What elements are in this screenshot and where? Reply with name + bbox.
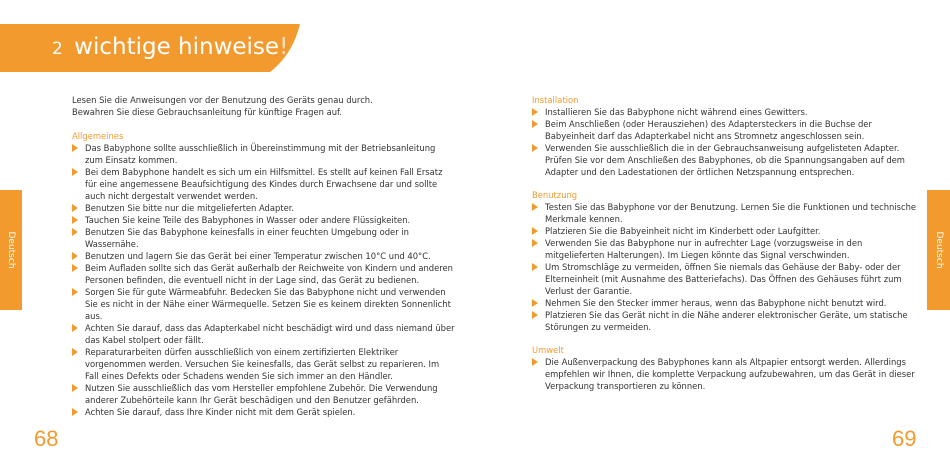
list-item-text: empfehlen wir Ihnen, die komplette Verpackung aufzubewahren, um das Gerät in dieser (545, 369, 915, 379)
section-heading: Installation (532, 95, 579, 105)
page-number-left: 68 (34, 426, 59, 451)
bullet-list (532, 356, 915, 392)
list-item-text: Benutzen Sie bitte nur die mitgelieferten Adapter. (85, 203, 295, 213)
chapter-title-exclamation: ! (279, 34, 289, 60)
list-item-text: Um Stromschläge zu vermeiden, öffnen Sie niemals das Gehäuse der Baby- oder der (545, 262, 901, 272)
list-item-text: Verlust der Garantie. (545, 286, 633, 296)
list-item (532, 201, 917, 225)
list-item-text: Beim Anschließen (oder Herausziehen) des Adaptersteckers in die Buchse der (545, 119, 872, 129)
list-item-text: Achten Sie darauf, dass Ihre Kinder nicht mit dem Gerät spielen. (85, 407, 356, 417)
list-item (532, 309, 908, 333)
triangle-bullet-icon (72, 252, 78, 260)
right-page-content (532, 94, 917, 403)
triangle-bullet-icon (532, 227, 538, 235)
triangle-bullet-icon (72, 228, 78, 236)
list-item (72, 286, 451, 322)
list-item-text: Installieren Sie das Babyphone nicht während eines Gewitters. (545, 107, 808, 117)
list-item (72, 262, 453, 286)
list-item-text: Elterneinheit (mit Ausnahme des Batteriefachs). Das Öffnen des Gehäuses führt zum (545, 274, 902, 284)
list-item-text: Benutzen und lagern Sie das Gerät bei einer Temperatur zwischen 10°C und 40°C. (85, 251, 431, 261)
list-item-text: Sorgen Sie für gute Wärmeabfuhr. Bedecken Sie das Babyphone nicht und verwenden (85, 287, 446, 297)
triangle-bullet-icon (532, 358, 538, 366)
list-item-text: Nutzen Sie ausschließlich das vom Hersteller empfohlene Zubehör. Die Verwendung (85, 383, 438, 393)
triangle-bullet-icon (72, 384, 78, 392)
list-item-text: mitgelieferten Halterungen). Im Liegen könnte das Signal verschwinden. (545, 250, 850, 260)
list-item (72, 226, 422, 250)
list-item-text: Personen befinden, die eventuell nicht in der Lage sind, das Gerät zu bedienen. (85, 275, 420, 285)
list-item-text: Achten Sie darauf, dass das Adapterkabel nicht beschädigt wird und dass niemand über (85, 323, 455, 333)
chapter-title-text: wichtige hinweise (74, 34, 280, 60)
triangle-bullet-icon (532, 263, 538, 271)
list-item (72, 406, 422, 418)
triangle-bullet-icon (532, 203, 538, 211)
list-item-text: Die Außenverpackung des Babyphones kann als Altpapier entsorgt werden. Allerdings (545, 357, 906, 367)
language-tab-right-label: Deutsch (933, 231, 944, 269)
triangle-bullet-icon (532, 108, 538, 116)
triangle-bullet-icon (72, 204, 78, 212)
left-page-content (72, 94, 455, 429)
list-item-text: das Kabel stolpert oder fällt. (85, 335, 204, 345)
list-item-text: Testen Sie das Babyphone vor der Benutzung. Lernen Sie die Funktionen und technische (545, 202, 917, 212)
triangle-bullet-icon (72, 288, 78, 296)
section-heading: Umwelt (532, 345, 564, 355)
list-item (532, 142, 905, 178)
bullet-list (72, 142, 455, 418)
chapter-number: 2 (52, 39, 63, 59)
list-item-text: Wassernähe. (85, 239, 139, 249)
list-item (532, 225, 892, 237)
list-item (532, 118, 892, 142)
list-item (532, 261, 902, 297)
triangle-bullet-icon (532, 144, 538, 152)
triangle-bullet-icon (72, 144, 78, 152)
list-item (532, 356, 915, 392)
triangle-bullet-icon (72, 324, 78, 332)
section-allgemeines (72, 130, 455, 418)
list-item-text: auch nicht dergestalt verwendet werden. (85, 191, 258, 201)
list-item-text: Verpackung transportieren zu können. (545, 381, 706, 391)
list-item (72, 322, 455, 346)
list-item (72, 166, 443, 202)
list-item-text: Reparaturarbeiten dürfen ausschließlich von einem zertifizierten Elektriker (85, 347, 399, 357)
triangle-bullet-icon (532, 239, 538, 247)
triangle-bullet-icon (72, 168, 78, 176)
bullet-list (532, 106, 905, 178)
list-item-text: Merkmale kennen. (545, 214, 623, 224)
list-item-text: anderer Zubehörteile kann Ihr Gerät beschädigen und den Benutzer gefährden. (85, 395, 419, 405)
list-item (72, 214, 422, 226)
list-item (72, 346, 440, 382)
list-item-text: Nehmen Sie den Stecker immer heraus, wenn das Babyphone nicht benutzt wird. (545, 298, 887, 308)
chapter-title (52, 34, 288, 60)
list-item-text: Das Babyphone sollte ausschließlich in Übereinstimmung mit der Betriebsanleitung (85, 143, 436, 153)
intro-line: Bewahren Sie diese Gebrauchsanleitung für künftige Fragen auf. (72, 107, 343, 117)
list-item-text: Störungen zu vermeiden. (545, 322, 652, 332)
list-item-text: aus. (85, 311, 103, 321)
list-item (72, 202, 422, 214)
triangle-bullet-icon (72, 408, 78, 416)
list-item-text: Verwenden Sie ausschließlich die in der Gebrauchsanweisung aufgelisteten Adapter. (545, 143, 900, 153)
list-item-text: Fall eines Defekts oder Schadens wenden Sie sich immer an den Händler. (85, 371, 393, 381)
chapter-banner (0, 0, 300, 92)
section-umwelt (532, 344, 915, 392)
section-heading: Allgemeines (72, 131, 124, 141)
list-item (532, 237, 892, 261)
triangle-bullet-icon (532, 311, 538, 319)
list-item-text: Babyeinheit darf das Adapterkabel nicht ans Stromnetz angeschlossen sein. (545, 131, 865, 141)
list-item-text: Bei dem Babyphone handelt es sich um ein Hilfsmittel. Es stellt auf keinen Fall Ersatz (85, 167, 443, 177)
list-item-text: Verwenden Sie das Babyphone nur in aufrechter Lage (vorzugsweise in den (545, 238, 863, 248)
list-item-text: Prüfen Sie vor dem Anschließen des Babyphones, ob die Spannungsangaben auf dem (545, 155, 905, 165)
triangle-bullet-icon (532, 120, 538, 128)
section-heading: Benutzung (532, 190, 578, 200)
intro-line: Lesen Sie die Anweisungen vor der Benutzung des Geräts genau durch. (72, 95, 373, 105)
list-item-text: Tauchen Sie keine Teile des Babyphones in Wasser oder andere Flüssigkeiten. (85, 215, 411, 225)
section-installation (532, 94, 905, 178)
triangle-bullet-icon (532, 299, 538, 307)
page-number-right: 69 (892, 426, 917, 451)
language-tab-right (927, 190, 950, 310)
list-item-text: vorgenommen werden. Versuchen Sie keinesfalls, das Gerät selbst zu reparieren. Im (85, 359, 440, 369)
list-item-text: Benutzen Sie das Babyphone keinesfalls in einer feuchten Umgebung oder in (85, 227, 409, 237)
language-tab-left-label: Deutsch (6, 231, 16, 269)
list-item (72, 142, 436, 166)
triangle-bullet-icon (72, 216, 78, 224)
triangle-bullet-icon (72, 348, 78, 356)
list-item-text: Platzieren Sie die Babyeinheit nicht im Kinderbett oder Laufgitter. (545, 226, 821, 236)
section-benutzung (532, 189, 917, 333)
list-item-text: Adapter und den Ladestationen der örtlichen Netzspannung entsprechen. (545, 167, 855, 177)
language-tab-left (0, 190, 22, 310)
intro-text (72, 94, 422, 118)
list-item-text: Beim Aufladen sollte sich das Gerät außerhalb der Reichweite von Kindern und anderen (85, 263, 453, 273)
list-item (532, 106, 892, 118)
list-item-text: zum Einsatz kommen. (85, 155, 178, 165)
list-item (532, 297, 892, 309)
list-item (72, 250, 431, 262)
list-item-text: Sie es nicht in der Nähe einer Wärmequelle. Setzen Sie es keinem direkten Sonnenlicht (85, 299, 451, 309)
list-item-text: Platzieren Sie das Gerät nicht in die Nähe anderer elektronischer Geräte, um statische (545, 310, 908, 320)
list-item-text: für eine angemessene Beaufsichtigung des Kindes durch Erwachsene dar und sollte (85, 179, 438, 189)
list-item (72, 382, 438, 406)
bullet-list (532, 201, 917, 333)
triangle-bullet-icon (72, 264, 78, 272)
